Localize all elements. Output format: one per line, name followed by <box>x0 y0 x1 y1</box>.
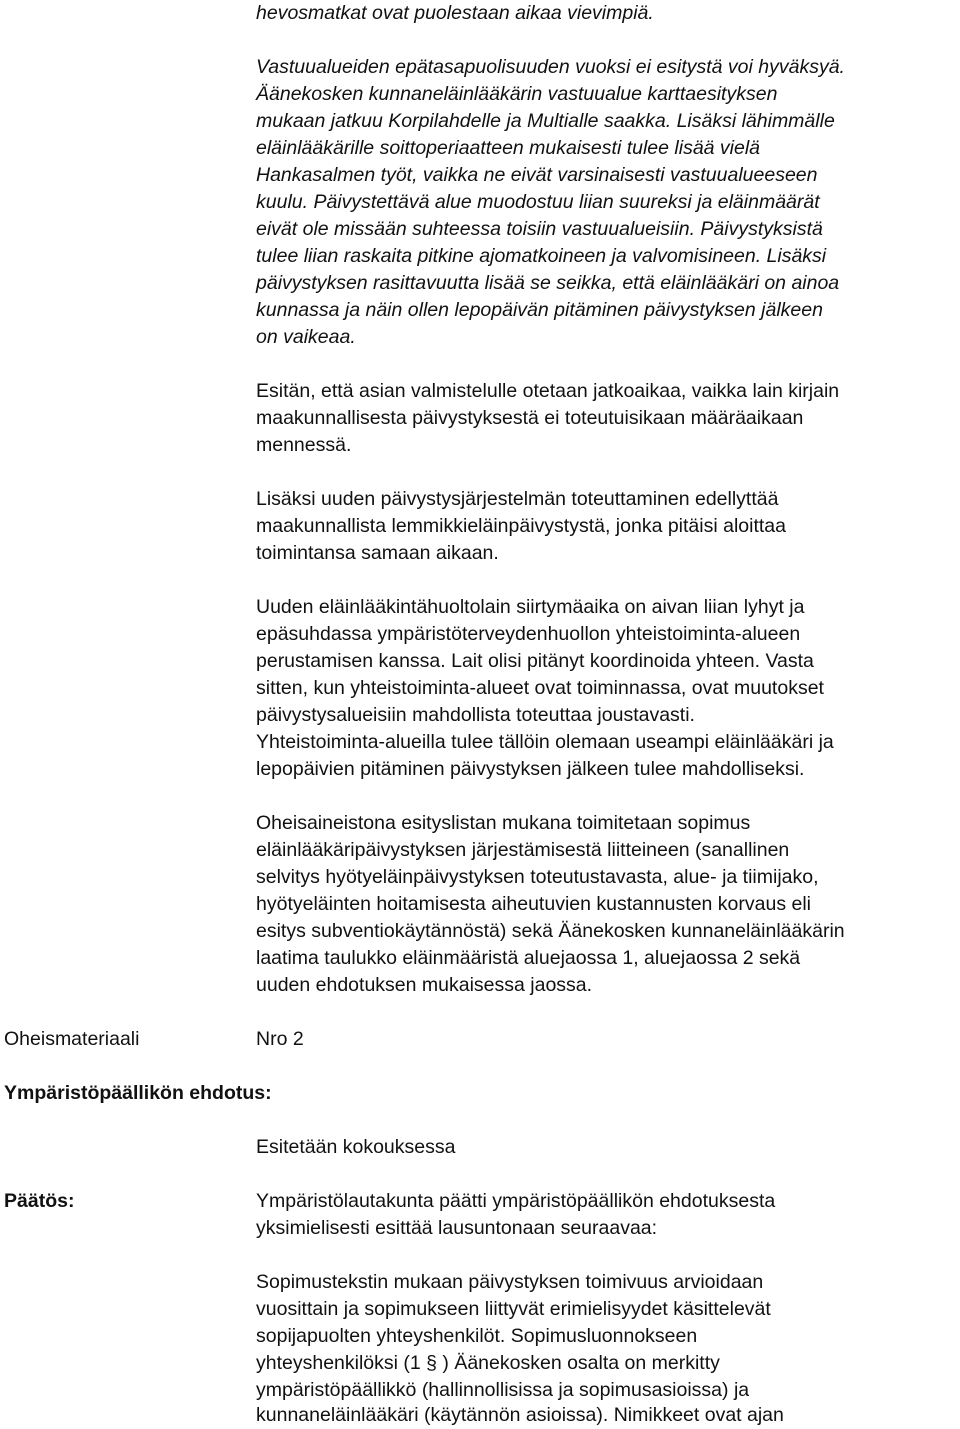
text-line: hyötyeläinten hoitamisesta aiheutuvien kustannusten korvaus eli <box>256 893 812 915</box>
text-line: maakunnallista lemmikkieläinpäivystystä, jonka pitäisi aloittaa <box>256 515 786 537</box>
text-line: päivystyksen rasittavuutta lisää se seikka, että eläinlääkäri on ainoa <box>256 272 840 294</box>
text-line: eivät ole missään suhteessa toisiin vastuualueisiin. Päivystyksistä <box>256 218 823 240</box>
text-line: kunnassa ja näin ollen lepopäivän pitäminen päivystyksen jälkeen <box>256 299 823 321</box>
text-line: laatima taulukko eläinmääristä aluejaossa 1, aluejaossa 2 sekä <box>256 947 801 969</box>
text-line: on vaikeaa. <box>256 326 356 348</box>
text-line: yksimielisesti esittää lausuntonaan seuraavaa: <box>256 1217 658 1239</box>
text-line: päivystysalueisiin mahdollista toteuttaa joustavasti. <box>256 704 695 726</box>
text-line: Oheisaineistona esityslistan mukana toimitetaan sopimus <box>256 812 751 834</box>
text-line: mennessä. <box>256 434 352 456</box>
text-line: sitten, kun yhteistoiminta-alueet ovat toiminnassa, ovat muutokset <box>256 677 824 699</box>
text-line: Esitän, että asian valmistelulle otetaan jatkoaikaa, vaikka lain kirjain <box>256 380 840 402</box>
text-line: Lisäksi uuden päivystysjärjestelmän toteuttaminen edellyttää <box>256 488 779 510</box>
text-line: perustamisen kanssa. Lait olisi pitänyt koordinoida yhteen. Vasta <box>256 650 814 672</box>
text-line: mukaan jatkuu Korpilahdelle ja Multialle saakka. Lisäksi lähimmälle <box>256 110 835 132</box>
proposal-label: Ympäristöpäällikön ehdotus: <box>4 1082 272 1104</box>
text-line: Hankasalmen työt, vaikka ne eivät varsinaisesti vastuualueeseen <box>256 164 818 186</box>
attachment-value: Nro 2 <box>256 1028 304 1050</box>
text-line: Äänekosken kunnaneläinlääkärin vastuualue karttaesityksen <box>256 83 778 105</box>
text-line: uuden ehdotuksen mukaisessa jaossa. <box>256 974 593 996</box>
decision-label: Päätös: <box>4 1190 75 1212</box>
text-line: esitys subventiokäytännöstä) sekä Äänekosken kunnaneläinlääkärin <box>256 920 845 942</box>
text-line: yhteyshenkilöksi (1 § ) Äänekosken osalta on merkitty <box>256 1352 720 1374</box>
text-line: epäsuhdassa ympäristöterveydenhuollon yhteistoiminta-alueen <box>256 623 801 645</box>
attachment-label: Oheismateriaali <box>4 1028 140 1050</box>
text-line: eläinlääkärille soittoperiaatteen mukaisesti tulee lisää vielä <box>256 137 761 159</box>
text-line: lepopäivien pitäminen päivystyksen jälkeen tulee mahdolliseksi. <box>256 758 805 780</box>
text-line: Yhteistoiminta-alueilla tulee tällöin olemaan useampi eläinlääkäri ja <box>256 731 834 753</box>
text-line: tulee liian raskaita pitkine ajomatkoineen ja valvomisineen. Lisäksi <box>256 245 827 267</box>
text-line: Sopimustekstin mukaan päivystyksen toimivuus arvioidaan <box>256 1271 764 1293</box>
text-line: kuulu. Päivystettävä alue muodostuu liian suureksi ja eläinmäärät <box>256 191 820 213</box>
text-line: kunnaneläinlääkäri (käytännön asioissa). Nimikkeet ovat ajan <box>256 1404 784 1426</box>
text-line: maakunnallisesta päivystyksestä ei toteutuisikaan määräaikaan <box>256 407 804 429</box>
text-line: vuosittain ja sopimukseen liittyvät erimielisyydet käsittelevät <box>256 1298 771 1320</box>
text-line: sopijapuolten yhteyshenkilöt. Sopimusluonnokseen <box>256 1325 698 1347</box>
text-line: ympäristöpäällikkö (hallinnollisissa ja sopimusasioissa) ja <box>256 1379 750 1401</box>
text-line: hevosmatkat ovat puolestaan aikaa vievimpiä. <box>256 2 654 24</box>
text-line: eläinlääkäripäivystyksen järjestämisestä liitteineen (sanallinen <box>256 839 790 861</box>
text-line: toimintansa samaan aikaan. <box>256 542 499 564</box>
text-line: Vastuualueiden epätasapuolisuuden vuoksi ei esitystä voi hyväksyä. <box>256 56 845 78</box>
text-line: Uuden eläinlääkintähuoltolain siirtymäaika on aivan liian lyhyt ja <box>256 596 805 618</box>
text-line: selvitys hyötyeläinpäivystyksen toteutustavasta, alue- ja tiimijako, <box>256 866 819 888</box>
proposal-value: Esitetään kokouksessa <box>256 1136 456 1158</box>
text-line: Ympäristölautakunta päätti ympäristöpäällikön ehdotuksesta <box>256 1190 776 1212</box>
